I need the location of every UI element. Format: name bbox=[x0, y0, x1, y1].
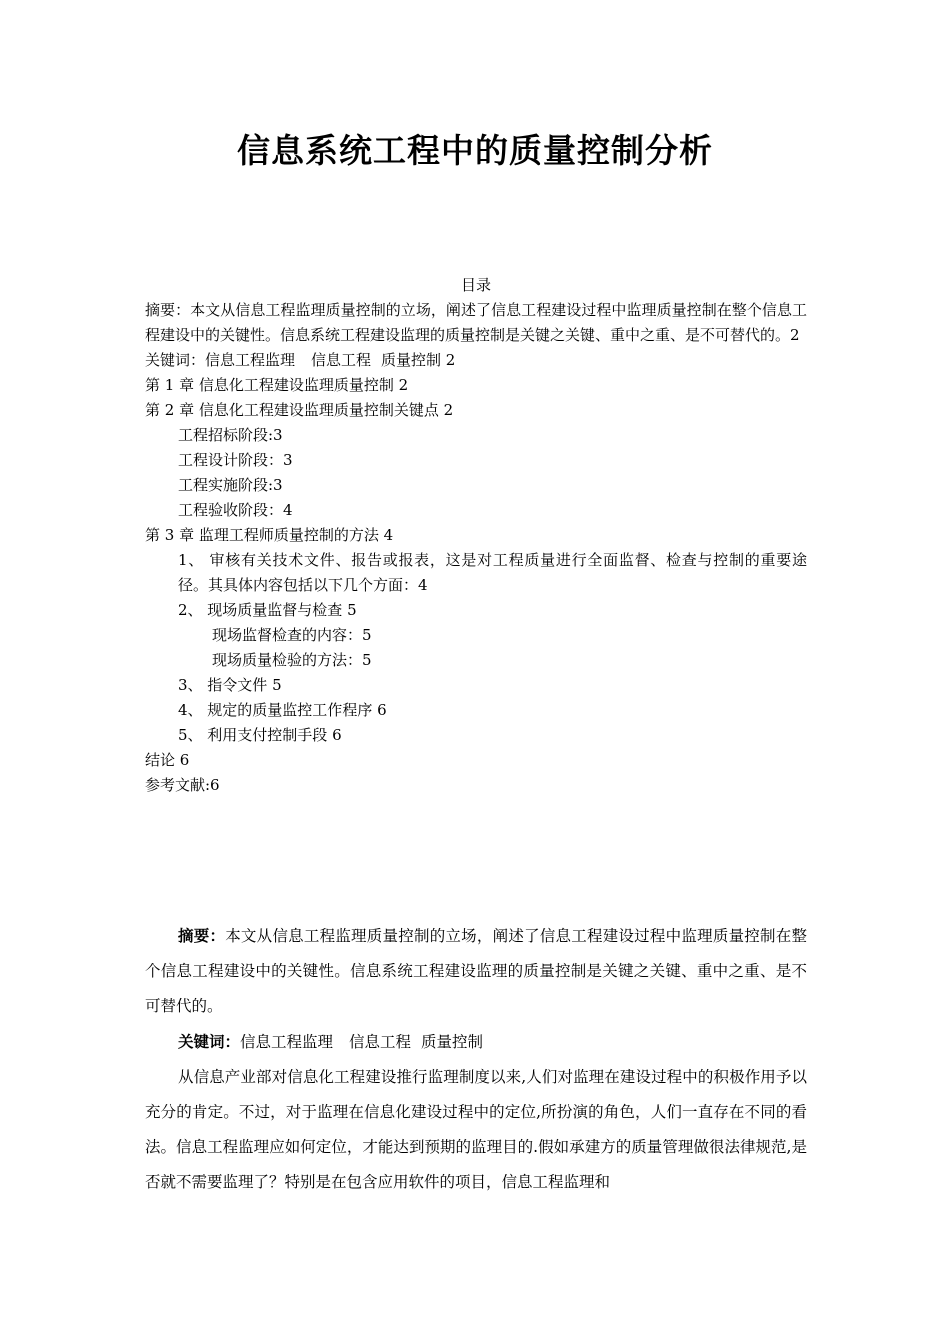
toc-ch2-item: 工程实施阶段:3 bbox=[178, 476, 283, 494]
keyword-3: 质量控制 bbox=[421, 1033, 484, 1051]
toc-ch3-subitem: 现场质量检验的方法：5 bbox=[212, 651, 372, 669]
toc-keywords-entry bbox=[145, 348, 807, 373]
toc-keywords-1: 关键词：信息工程监理 bbox=[145, 351, 296, 369]
abstract-text: 本文从信息工程监理质量控制的立场，阐述了信息工程建设过程中监理质量控制在整个信息工程建设中的关键性。信息系统工程建设监理的质量控制是关键之关键、重中之重、是不可替代的。 bbox=[145, 927, 807, 1015]
abstract-label: 摘要： bbox=[178, 926, 226, 945]
toc-ch2-item: 工程验收阶段：4 bbox=[178, 501, 293, 519]
toc-abstract-entry: 摘要：本文从信息工程监理质量控制的立场，阐述了信息工程建设过程中监理质量控制在整个信息工程建设中的关键性。信息系统工程建设监理的质量控制是关键之关键、重中之重、是不可替代的。2 bbox=[145, 301, 807, 344]
toc-conclusion: 结论 6 bbox=[145, 751, 190, 769]
toc-ch2-item: 工程设计阶段：3 bbox=[178, 451, 293, 469]
toc-heading: 目录 bbox=[460, 276, 491, 294]
document-title: 信息系统工程中的质量控制分析 bbox=[237, 131, 713, 170]
toc-ch3-item-4: 4、 规定的质量监控工作程序 6 bbox=[178, 701, 387, 719]
abstract-paragraph bbox=[145, 918, 807, 1024]
toc-ch3-item-1: 1、 审核有关技术文件、报告或报表，这是对工程质量进行全面监督、检查与控制的重要途径。其具体内容包括以下几个方面：4 bbox=[178, 551, 807, 594]
keywords-label: 关键词： bbox=[178, 1032, 241, 1051]
toc-ch3-item-3: 3、 指令文件 5 bbox=[178, 676, 282, 694]
toc-ch3-subitem: 现场监督检查的内容：5 bbox=[212, 626, 372, 644]
toc-chapter-2: 第 2 章 信息化工程建设监理质量控制关键点 2 bbox=[145, 401, 454, 419]
toc-keywords-2: 信息工程 bbox=[311, 351, 372, 369]
toc-chapter-3: 第 3 章 监理工程师质量控制的方法 4 bbox=[145, 526, 394, 544]
toc-ch3-item-2: 2、 现场质量监督与检查 5 bbox=[178, 601, 357, 619]
table-of-contents bbox=[145, 273, 807, 798]
keyword-2: 信息工程 bbox=[349, 1033, 412, 1051]
toc-ch3-item-5: 5、 利用支付控制手段 6 bbox=[178, 726, 342, 744]
toc-keywords-3: 质量控制 2 bbox=[381, 351, 456, 369]
document-body bbox=[145, 918, 807, 1200]
intro-paragraph: 从信息产业部对信息化工程建设推行监理制度以来,人们对监理在建设过程中的积极作用予以充分的肯定。不过，对于监理在信息化建设过程中的定位,所扮演的角色，人们一直存在不同的看法。信息工程监理应如何定位，才能达到预期的监理目的.假如承建方的质量管理做很法律规范,是否就不需要监理了？特别是在包含应用软件的项目，信息工程监理和 bbox=[145, 1068, 807, 1191]
keyword-1: 信息工程监理 bbox=[240, 1033, 334, 1051]
toc-ch2-item: 工程招标阶段:3 bbox=[178, 426, 283, 444]
toc-chapter-1: 第 1 章 信息化工程建设监理质量控制 2 bbox=[145, 376, 409, 394]
keywords-paragraph bbox=[145, 1024, 807, 1060]
toc-references: 参考文献:6 bbox=[145, 776, 220, 794]
